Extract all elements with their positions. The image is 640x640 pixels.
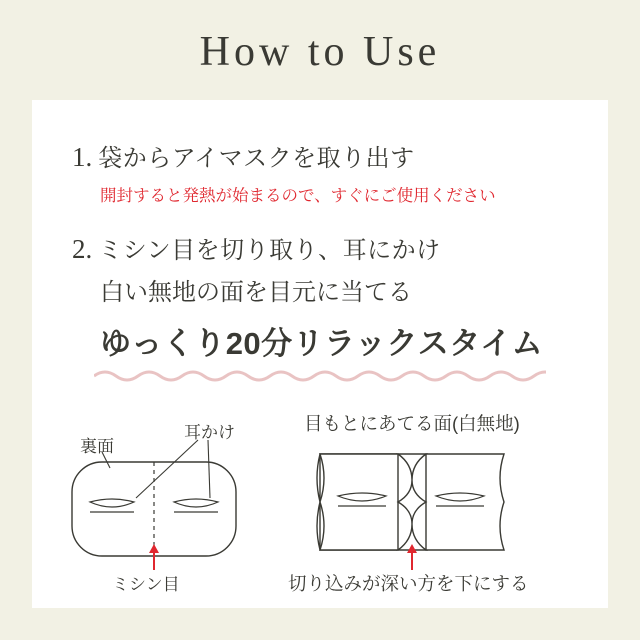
right-mask-illustration	[32, 400, 608, 608]
step-2-emphasis: ゆっくり20分リラックスタイム	[100, 326, 544, 361]
label-deep-cut-down: 切り込みが深い方を下にする	[288, 573, 529, 594]
label-perforation: ミシン目	[112, 575, 180, 594]
step-1-note: 開封すると発熱が始まるので、すぐにご使用ください	[100, 187, 496, 205]
label-front-side: 目もとにあてる面(白無地)	[304, 413, 520, 434]
label-ear-hook: 耳かけ	[184, 423, 235, 442]
step-2-number: 2.	[72, 234, 93, 264]
page-title: How to Use	[199, 29, 441, 75]
instructions-card	[32, 100, 608, 608]
label-back-side: 裏面	[80, 437, 114, 456]
step-2-line2: 白い無地の面を目元に当てる	[100, 279, 412, 306]
wavy-divider	[94, 368, 546, 384]
usage-diagram	[32, 400, 608, 608]
step-1-number: 1.	[72, 142, 93, 172]
step-2-heading: ミシン目を切り取り、耳にかけ	[98, 237, 441, 264]
step-2	[72, 230, 441, 265]
step-1	[72, 138, 415, 173]
step-1-heading: 袋からアイマスクを取り出す	[98, 145, 415, 172]
